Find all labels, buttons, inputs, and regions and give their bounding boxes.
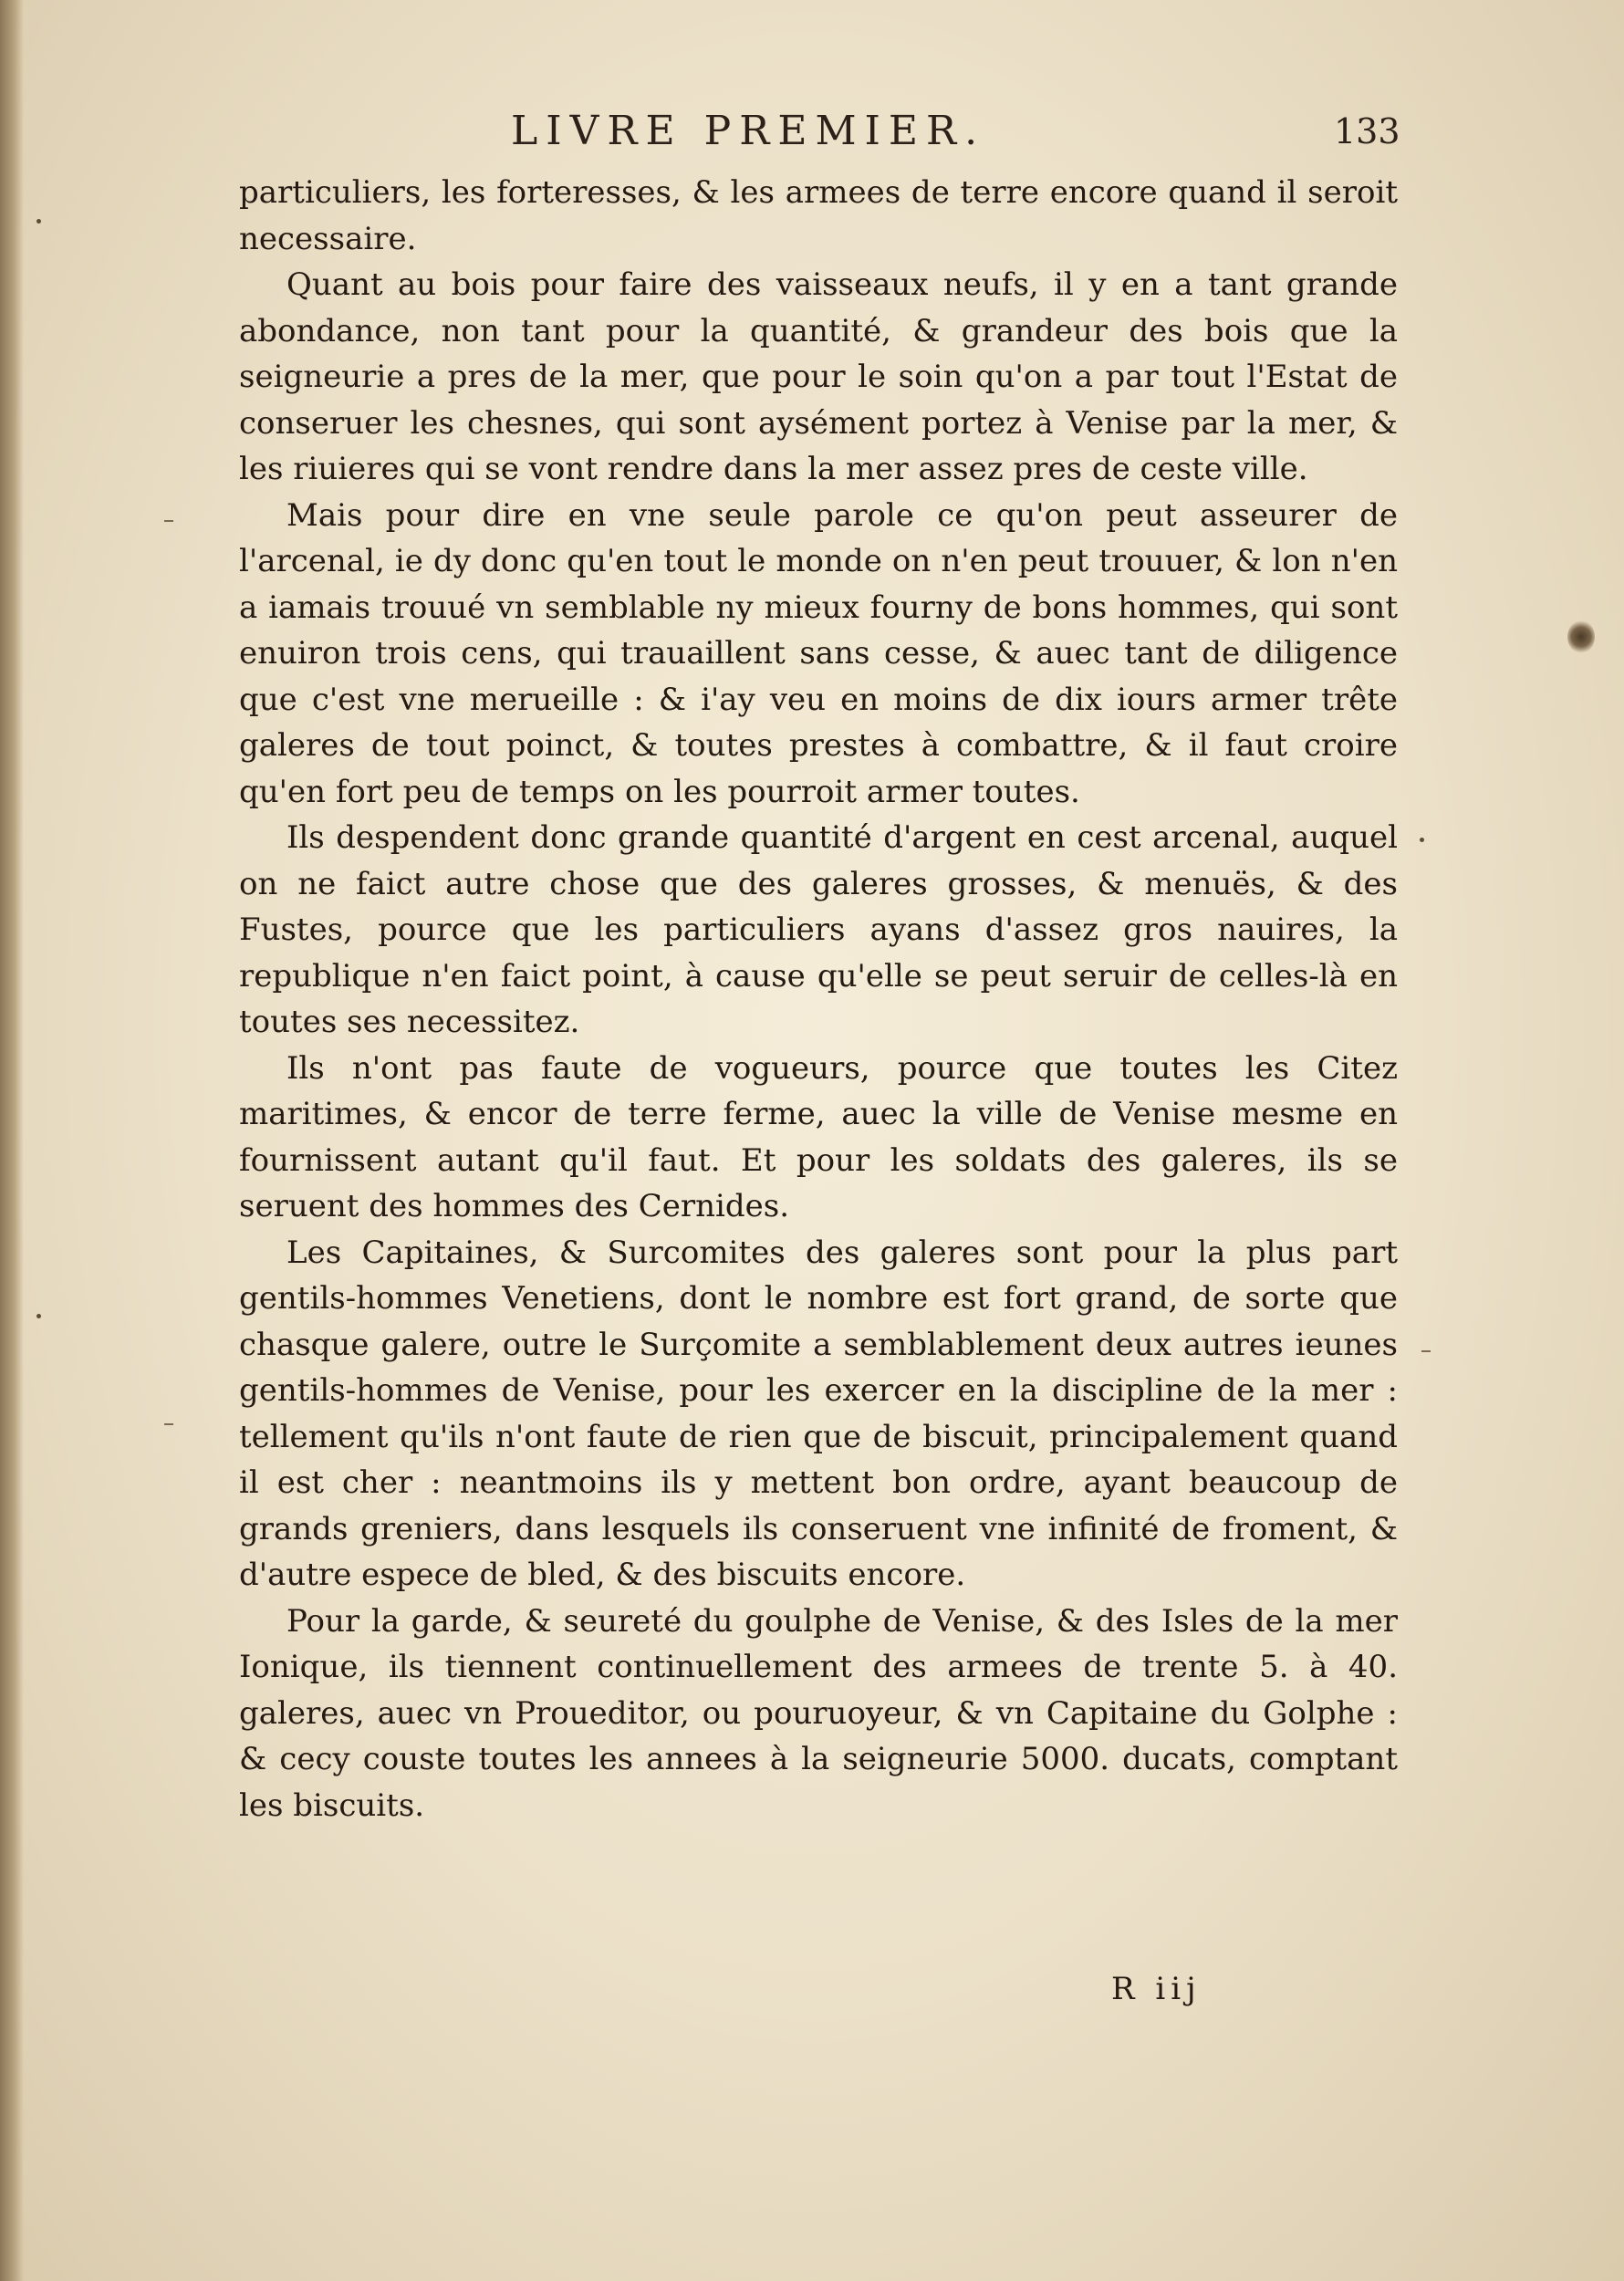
margin-dot-left-2 <box>36 1314 41 1318</box>
binding-gutter <box>0 0 24 2281</box>
margin-mark-left-1 <box>164 520 173 522</box>
paragraph: Ils despendent donc grande quantité d'argent en cest arcenal, auquel on ne faict autre chose que des galeres grosses, & menuës, & des Fustes, pource que les particuliers ayans d'assez gros nauires, la republique n'en faict point, à cause qu'elle se peut seruir de celles-là en toutes ses necessitez. <box>239 819 1398 1040</box>
margin-mark-left-2 <box>164 1423 173 1425</box>
running-head: LIVRE PREMIER. <box>511 108 986 154</box>
margin-dot-right-1 <box>1420 838 1424 842</box>
paragraph: Ils n'ont pas faute de vogueurs, pource que toutes les Citez maritimes, & encor de terre ferme, auec la ville de Venise mesme en fournissent autant qu'il faut. Et pour les soldats des galeres, ils se seruent des hommes des Cernides. <box>239 1049 1398 1224</box>
body-text <box>239 170 1398 1828</box>
paragraph: Pour la garde, & seureté du goulphe de Venise, & des Isles de la mer Ionique, ils tiennent continuellement des armees de trente 5. à 40. galeres, auec vn Proueditor, ou pouruoyeur, & vn Capitaine du Golphe : & cecy couste toutes les annees à la seigneurie 5000. ducats, comptant les biscuits. <box>239 1602 1398 1824</box>
page-number: 133 <box>1334 111 1400 151</box>
signature-mark: R iij <box>1111 1971 1202 2007</box>
margin-dot-left-1 <box>36 219 41 224</box>
paragraph: Quant au bois pour faire des vaisseaux neufs, il y en a tant grande abondance, non tant pour la quantité, & grandeur des bois que la seigneurie a pres de la mer, que pour le soin qu'on a par tout l'Estat de conseruer les chesnes, qui sont aysément portez à Venise par la mer, & les riuieres qui se vont rendre dans la mer assez pres de ceste ville. <box>239 266 1398 487</box>
paragraph: particuliers, les forteresses, & les armees de terre encore quand il seroit necessaire. <box>239 174 1398 257</box>
margin-mark-right-1 <box>1421 1350 1431 1352</box>
paragraph: Les Capitaines, & Surcomites des galeres sont pour la plus part gentils-hommes Venetiens, dont le nombre est fort grand, de sorte que chasque galere, outre le Surçomite a semblablement deux autres ieunes gentils-hommes de Venise, pour les exercer en la discipline de la mer : tellement qu'ils n'ont faute de rien que de biscuit, principalement quand il est cher : neantmoins ils y mettent bon ordre, ayant beaucoup de grands greniers, dans lesquels ils conseruent vne infinité de froment, & d'autre espece de bled, & des biscuits encore. <box>239 1234 1398 1593</box>
paragraph: Mais pour dire en vne seule parole ce qu'on peut asseurer de l'arcenal, ie dy donc qu'en tout le monde on n'en peut trouuer, & lon n'en a iamais trouué vn semblable ny mieux fourny de bons hommes, qui sont enuiron trois cens, qui trauaillent sans cesse, & auec tant de diligence que c'est vne merueille : & i'ay veu en moins de dix iours armer trête galeres de tout poinct, & toutes prestes à combattre, & il faut croire qu'en fort peu de temps on les pourroit armer toutes. <box>239 496 1398 810</box>
ink-stain <box>1567 620 1595 653</box>
